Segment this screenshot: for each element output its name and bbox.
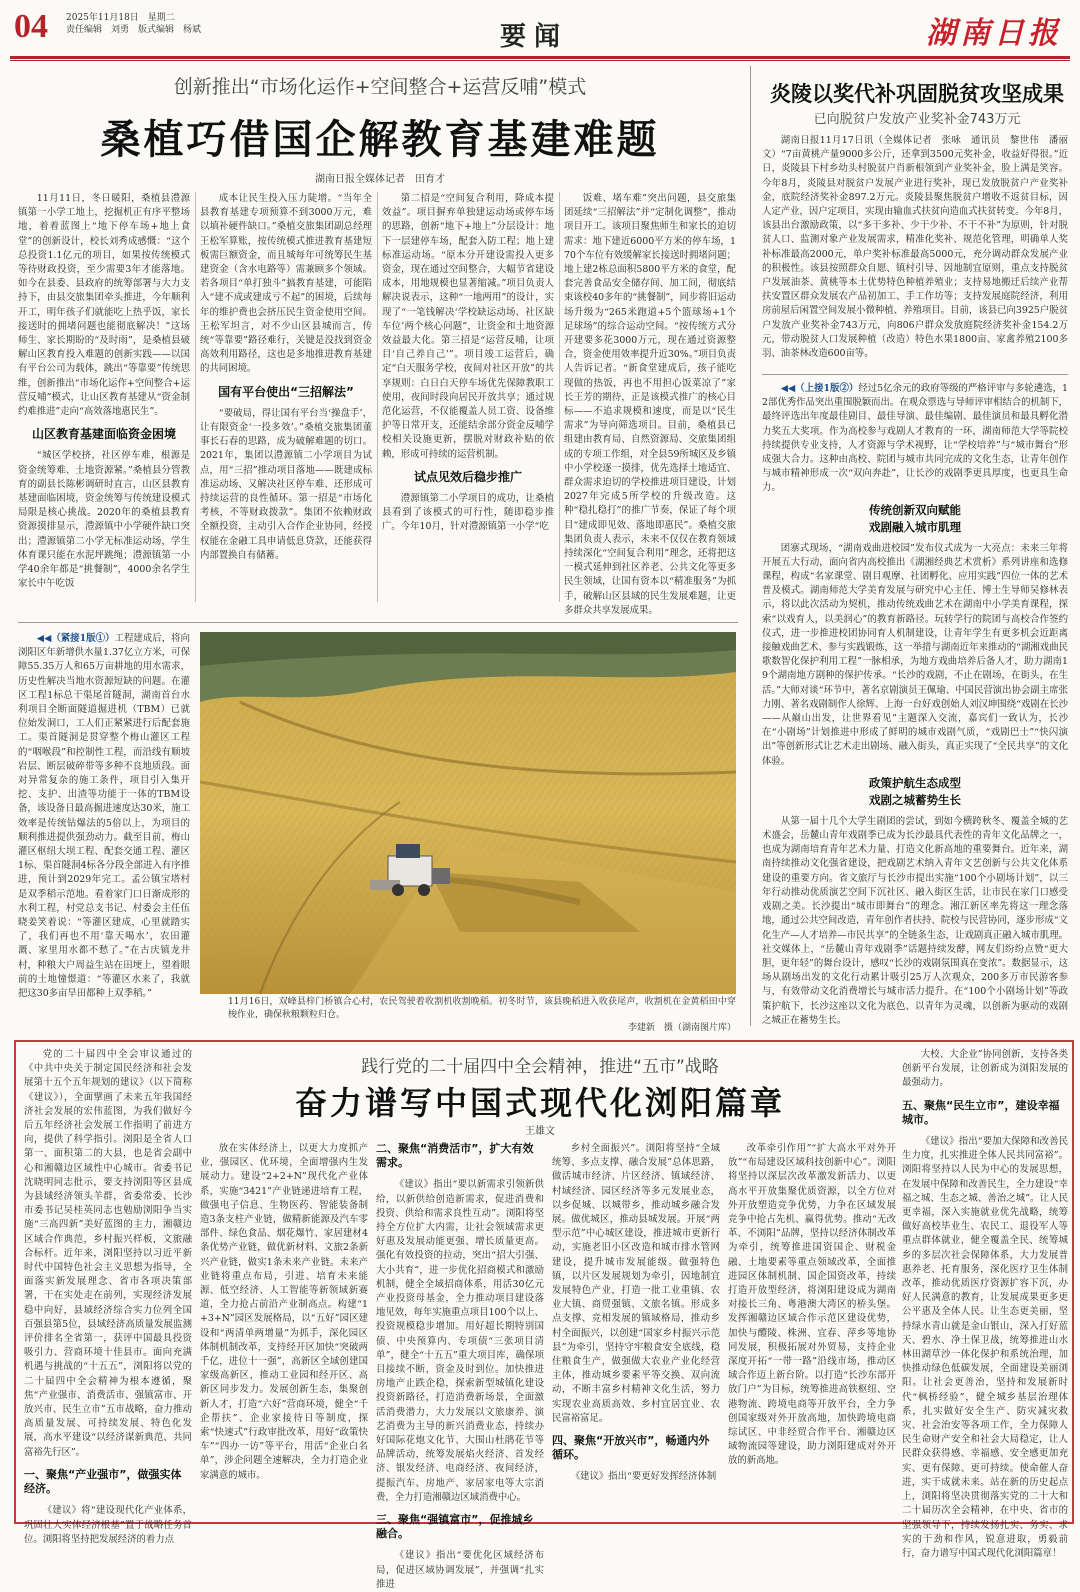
right-subheadline-1: 已向脱贫户发放产业奖补金743万元 <box>813 112 1021 127</box>
right-story-paragraph: 湖南日报11月17日讯（全媒体记者 张咏 通讯员 黎世伟 潘丽文）“7亩黄桃产量9000多公斤，还拿到3500元奖补金，收益好得很。”近日，炎陵县下村乡幼头村脱贫户肖新根领到产业奖补金，脸上满是笑容。今年8月，炎陵县对脱贫户发展产业进行奖补，现已发放脱贫户产业奖补金，底院经济奖补金897.2万元。炎陵县聚焦脱贫户增收不返贫目标，因人定产业，因户定项目，实现由输血式扶贫向造血式扶贫转变。今年8月，该县出台激励政策，以“多干多补、少干少补、不干不补”为原则，针对脱贫人口、监测对象产业发展需求，精准化奖补、规范化管理，明确单人奖补标准最高2000元，单户奖补标准最高5000元，充分调动群众发展产业的积极性。该县按照群众自愿、镇村引导、因地制宜原则，重点支持脱贫户发展油茶、黄桃等本土优势特色种植养殖业；支持易地搬迁后续产业帮扶安置区群众发展农产品初加工、手工作坊等；支持发展庭院经济，利用房前屋后闲置空间发展小微种植、养殖项目。目前，该县已向3925户脱贫户发放产业奖补金743万元，向806户群众发放庭院经济奖补金154.2万元，带动脱贫人口发展种植（改造）特色水果1800亩、家禽养殖2100多羽、油茶林改造600亩等。 <box>762 135 1068 360</box>
header-meta <box>66 12 201 36</box>
feature-paragraph: 乡村全面振兴”。浏阳将坚持“全域统筹、多点支撑、融合发展”总体思路，做活城市经济、片区经济、镇域经济、村域经济、园区经济等多元发展业态，以乡促城、以城带乡，推动城乡融合发展。做优城区，推动县城发展。开展“两型示范”中心城区建设，推进城市更新行动，实施老旧小区改造和城市排水管网建设，提升城市发展能级。做强特色镇，以片区发展规划为牵引，因地制宜发展特色产业，打造一批工业重镇、农业大镇、商贸强镇、文旅名镇。形成多点支撑、竞相发展的镇域格局，推动乡村全面振兴，以创建“国家乡村振兴示范县”为牵引，坚持守牢粮食安全底线，稳住粮食生产，做强做大农业产业化经营主体，推动城乡要素平等交换、双向流动，不断丰富乡村精神文化生活，努力实现农业高质高效、乡村宜居宜业、农民富裕富足。 <box>552 1143 720 1424</box>
section-divider <box>18 622 738 623</box>
photo-credit: 李建新 摄（湖南图片库） <box>627 1023 736 1033</box>
right-divider <box>762 374 1068 375</box>
section-title: 要闻 <box>500 22 569 52</box>
lead-paragraph: 成本让民生投入压力陡增。“当年全县教育基建专项预算不到3000万元，难以填补硬件缺口。”桑植交旅集团副总经理王松军算账，按传统模式推进教育基建短板需巨额资金，而且城每年可统筹民生基建资金（含水电路等）需兼顾多个领域。若各项目“单打独斗”搞教育基建，可能陷入“建不成或建成亏不起”的困境，后续每年的维护费也会挤压民生资金使用空间。王松军坦言，对不少山区县城而言，传统“等靠要”路径难行，关键是没找到资金高效利用路径，这也是多地推进教育基建的共同困境。 <box>200 193 372 375</box>
feature-column-3 <box>376 1142 544 1590</box>
feature-column-1 <box>24 1048 192 1545</box>
feature-subhead-4: 四、聚焦“开放兴市”，畅通内外循环。 <box>552 1434 710 1462</box>
feature-paragraph: 改革牵引作用”“扩大高水平对外开放”“布局建设区域科技创新中心”。浏阳将坚持以深层次改革激发新活力、以更高水平开放集聚优质资源，以全方位对外开放塑造竞争优势，力争在区域发展竞争中抢占先机、赢得优势。推动“无改革、不浏阳”品牌，坚持以经济体制改革为牵引，统筹推进国资国企、财税金融、土地要素等重点领域改革，全面推进园区体制机制、国企国资改革，持续打造开放型经济，将浏阳建设成为湖南对接长三角、粤港澳大湾区的桥头堡。发挥湘赣边区域合作示范区建设优势，加快与醴陵、株洲、宜春、萍乡等地协同发展，积极拓展对外贸易，支持企业深度开拓“一带一路”沿线市场，推动区域合作迈上新台阶。以打造“长沙东部开放门户”为目标，统筹推进高铁枢纽、空港物流、跨境电商等开放平台，全力争创国家级对外开放高地，加快跨境电商综试区、中非经贸合作平台、湘赣边区域物流园等建设，助力浏阳建成对外开放的新高地。 <box>728 1143 896 1467</box>
editors-line: 责任编辑 刘勇 版式编辑 杨斌 <box>66 25 202 35</box>
newspaper-logo: 湖南日报 <box>926 16 1062 51</box>
lead-column-1 <box>18 192 190 600</box>
right-subhead-2: 政策护航生态成型 戏剧之城蓄势生长 <box>869 775 961 807</box>
lead-headline: 桑植巧借国企解教育基建难题 <box>100 117 660 163</box>
lead-subhead-3: 试点见效后稳步推广 <box>413 469 522 484</box>
feature-column-2 <box>200 1142 368 1518</box>
feature-column-6 <box>902 1048 1068 1559</box>
lead-paragraph: “城区学校挤，社区停车难，根源是资金统筹难、土地资源紧。”桑植县分管教育的副县长陈彬调研时直言，山区县教育基建面临困境，资金统筹与传统建设模式局限是核心挑战。2020年的桑植县教育资源摸排显示，澧源镇中小学硬件缺口突出；澧源镇第二小学无标准运动场，学生体育课只能在水泥坪跳绳；澧源镇第一小学40余年都是“挑餐制”，4000余名学生家长中午吃饭 <box>18 450 190 590</box>
jump-marker-continued[interactable]: ◀◀（紧接1版①） <box>36 633 115 644</box>
feature-subhead-2: 二、聚焦“消费活市”，扩大有效需求。 <box>376 1142 534 1170</box>
right-headline-1: 炎陵以奖代补巩固脱贫攻坚成果 <box>770 82 1064 106</box>
column-divider <box>559 192 560 602</box>
lead-paragraph: “要破局，得让国有平台当‘操盘手’，让有限资金‘一投多效’。”桑植交旅集团董事长石春的思路，成为破解难题的切口。2021年，集团以澧源镇二小学项目为试点，用“三招”推动项目落地——既建成标准运动场、又解决社区停车难、还形成可持续运营的良性循环。第一招是“市场化考核，不等财政拨款”。集团不依赖财政全额投资，主动引入合作企业协同，经授权能在金融工具申请低息贷款，还能获得内部置换自有储蓄。 <box>200 407 372 561</box>
lead-paragraph: 11月11日，冬日暖阳，桑植县澧源镇第一小学工地上，挖掘机正有序平整场地，着着蓝图上“地下停车场+地上食堂”的创新设计，校长刘秀成感慨：“这个总投资1.1亿元的项目，如果按传统模式等待财政投资，至少需要3年才能落地。如今在县委、县政府的统筹部署与大力支持下，由县交旅集团牵头推进，今年顺利开工，明年孩子们就能吃上热乎饭，家长接送时的拥堵问题也能彻底解决！”这场师生、家长期盼的“及时雨”，是桑植县破解山区教育投入难题的创新实践——以国有平台公司为载体，跳出“等靠要”传统思维，创新推出“市场化运作+空间整合+运营反哺”模式，让山区教育基建从“资金制约难推进”走向“高效落地惠民生”。 <box>18 193 190 418</box>
lead-subhead-1: 山区教育基建面临资金困境 <box>31 427 176 442</box>
lead-column-4 <box>564 192 736 616</box>
lead-paragraph: 饭难、堵车难”突出问题，县交旅集团延续“三招解法”并“定制化调整”，推动项目开工。该项目聚焦师生和家长的迫切需求：地下建近6000平方米的停车场，170个车位有效缓解家长接送时拥堵问题；地上建2栋总面积5800平方米的食堂，配套完善食品安全储存间、加工间，彻底结束该校40多年的“挑餐制”，同步将旧运动场升级为“265米跑道+5个篮球场+1个足球场”的综合运动空间。“按传统方式分开建要多花3000万元，现在通过资源整合，资金使用效率提升近30%。”项目负责人告诉记者。“新食堂建成后，孩子能吃现做的热饭，再也不用担心饭菜凉了”家长王芳的期待，正是该模式推广的核心目标——不追求规模和速度，而是以“民生需求”为导向筛选项目。目前，桑植县已组建由教育局、自然资源局、交旅集团组成的专项工作组，对全县59所城区及乡镇中小学校逐一摸排，优先选择土地适宜、群众需求迫切的学校推进项目建设，计划2027年完成5所学校的升级改造。这种“稳扎稳打”的推广节奏，保证了每个项目“建成即见效、落地即惠民”。桑植交旅集团负责人表示，未来不仅仅在教育领域持续深化“空间复合利用”理念，还将把这一模式延伸到社区养老、公共文化等更多民生领域，让国有资本以“精准服务”为抓手，破解山区县域的民生发展难题，让更多群众共享发展成果。 <box>564 193 736 616</box>
lead-column-3 <box>382 192 554 600</box>
lead-column-2 <box>200 192 372 600</box>
photo-caption-text: 11月16日，双峰县梓门桥镇合心村，农民驾驶着收割机收割晚稻。初冬时节，该县晚稻进入收获尾声，收割机在金黄稻田中穿梭作业，确保秋粮颗粒归仓。 <box>228 997 736 1020</box>
photo-caption <box>228 996 736 1035</box>
lead-paragraph: 第二招是“空间复合利用，降成本提效益”。项目摒弃单独建运动场或停车场的思路，创新“地下+地上”分层设计：地下一层建停车场，配套入防工程；地上建标准运动场。“原本分开建设需投入更多资金，现在通过空间整合，大幅节省建设成本，用地规模也显著缩减。”项目负责人解决说表示，这种“一地两用”的设计，实现了“一笔钱解决‘学校缺运动场、社区缺车位’两个核心问题”，让资金和土地资源效益最大化。第三招是“运营反哺，让项目‘自己养自己’”。项目竣工运营后，确定“白天服务学校，夜间对社区开放”的共享规则：白日白天停车场优先保障教职工使用，夜间时段向居民开放共享；通过规范化运营，不仅能覆盖人员工资、设备维护等日常开支，还能结余部分资金反哺学校相关设施更新，摆脱对财政补贴的依赖，形成可持续的运营机制。 <box>382 193 554 460</box>
feature-column-5 <box>728 1142 896 1518</box>
header-rule <box>10 56 1070 59</box>
right-story-paragraph: 团寨式现场，“湖南戏曲进校园”发布仪式成为一大亮点：未来三年将开展五大行动，面向省内高校推出《湖湘经典艺术赏析》系列讲座和选修课程，构成“名家课堂、剧目观摩、社团孵化、应用实践”四位一体的艺术普及模式。湖南师范大学美育发展与研究中心主任、博士生导师吴修林表示，将以此次活动为契机，推动传统戏曲艺术在湖南中小学美育课程，探索“以戏育人，以美润心”的教育新路径。玩转学行的院团与高校合作签约仪式，进一步推进校团协同育人机制建设，让青年学生有更多机会近距离接触戏曲艺术、参与实践锻炼，这一举措与湖南近年来推动的“湖湘戏曲民歌数智化保护利用工程”一脉相承，为地方戏曲培养后备人才，助力湖南19个湖南地方剧种的保护传承。“长沙的戏剧，不止在剧场，在街头，在生活。”大师对谈“环节中，著名京剧演员王佩瑜、中国民营演出协会副主席张力刚、著名戏剧制作人徐辉、上海一台好戏创始人刘汉坤围绕“戏剧在长沙——从巅山出发，让世界看见”主题深入交流，嘉宾们一致认为，长沙在“小剧场”计划推进中形成了鲜明的城市戏剧气质，“戏剧巴士”“快闪演出”等创新形式让艺术走出剧场、融入街头，真正实现了“全民共享”的文化体验。 <box>762 542 1068 767</box>
feature-paragraph: 《建议》指出“要加大保障和改善民生力度，扎实推进全体人民共同富裕”。浏阳将坚持以人民为中心的发展思想，在发展中保障和改善民生，全力建设“幸福之城、生态之城、善治之城”。让人民更幸福，深入实施就业优先战略，统筹做好高校毕业生、农民工、退役军人等重点群体就业，健全覆盖全民、统筹城乡的多层次社会保障体系，大力发展普惠养老、托育服务，深化医疗卫生体制改革，推动优质医疗资源扩容下沉，办好人民满意的教育，让发展成果更多更公平惠及全体人民。让生态更美丽，坚持绿水青山就是金山银山，深入打好蓝天、碧水、净土保卫战，统筹推进山水林田湖草沙一体化保护和系统治理，加快推动绿色低碳发展，全面建设美丽浏阳。让社会更善治，坚持和发展新时代“枫桥经验”，健全城乡基层治理体系，扎实做好安全生产、防灾减灾救灾、社会治安等各项工作，全力保障人民生命财产安全和社会大局稳定，让人民群众获得感、幸福感、安全感更加充实、更有保障、更可持续。使命催人奋进，实干成就未来。站在新的历史起点上，浏阳将坚决贯彻落实党的二十大和二十届历次全会精神，在中央、省市的坚强领导下，持续发扬扎实、务实、求实的干劲和作风，锐意进取，勇毅前行，奋力谱写中国式现代化浏阳篇章！ <box>902 1136 1068 1559</box>
feature-subhead-5: 五、聚焦“民生立市”，建设幸福城市。 <box>902 1098 1060 1126</box>
jump-marker-continued[interactable]: ◀◀（上接1版②） <box>780 383 859 394</box>
right-subhead-1: 传统创新双向赋能 戏剧融入城市肌理 <box>869 502 961 534</box>
feature-paragraph: 《建议》指出“要优化区域经济布局，促进区域协调发展”，并强调“扎实推进 <box>376 1550 544 1590</box>
feature-subhead-3: 三、聚焦“强镇富市”，促推城乡融合。 <box>376 1513 534 1541</box>
right-story-1-body <box>762 134 1068 368</box>
right-story-paragraph: 经过5亿余元的政府等级的严格评审与多轮遴选，12部优秀作品突出重围脱颖而出。在观众票选与导师评审相结合的机制下，最终评选出年度最佳剧目、最佳导演、最佳编剧、最佳演员和最具孵化潜力奖五大奖项。作为高校参与戏剧人才教育的一环，湖南师范大学等院校持续提供专业支持，人才资源与学术视野，让“学校培养”与“城市舞台”形成强大合力。这种由高校、院团与城市共同完成的文化生态，让青年创作与城市精神形成一次“双向奔赴”，让长沙的戏剧季更具厚度，也更具生命力。 <box>762 383 1068 494</box>
lead-paragraph: 澧源镇第二小学项目的成功，让桑植县看到了该模式的可行性，随即稳步推广。今年10月，针对澧源镇第一小学“吃 <box>382 493 554 533</box>
column-divider <box>195 192 196 602</box>
feature-kicker: 践行党的二十届四中全会精神，推进“五市”战略 <box>361 1057 719 1077</box>
continued-paragraph: 工程建成后，将向浏阳区年新增供水量1.37亿立方米，可保障55.35万人和65万亩耕地的用水需求，历史性解决当地水资源短缺的问题。在灌区工程1标总干渠尾首隧洞，湖南首台水利项目全断面隧道掘进机（TBM）已就位始发洞口，工人们正紧紧进行后配套施工。渠首隧洞是贯穿整个梅山灌区工程的“咽喉段”和控制性工程，而沿线有顺坡岩层、断层破碎带等多种不良地质段。面对异常复杂的施工条件，项目引入集开挖、支护、出渣等功能于一体的TBM设备，该设备日最高掘进速度达30米，施工效率是传统钻爆法的5倍以上，为项目的顺利推进提供强劲动力。截至目前，梅山灌区枢纽大坝工程、配套交通工程、灌区1标、渠首隧洞4标各分段全部进入有序推进，预计到2029年完工。孟公镇宝塔村是双季稻示范地。看着家门口日渐成形的水利工程，村党总支书记、村委会主任伍晓姜笑着说：“等灌区建成，心里就踏实了，我们再也不用‘靠天喝水’，农田灌溉、家里用水都不愁了。”在古庆镇龙井村，种粮大户周益生站在田埂上，望着眼前的土地憧憬道：“等灌区水来了，我就把这30多亩旱田都种上双季稻。” <box>18 633 190 1000</box>
lead-byline: 湖南日报全媒体记者 田育才 <box>315 174 445 185</box>
feature-paragraph: 《建议》指出“要更好发挥经济体制 <box>570 1471 717 1483</box>
lead-kicker: 创新推出“市场化运作+空间整合+运营反哺”模式 <box>173 76 587 98</box>
right-rail-divider <box>750 66 751 1026</box>
feature-column-4 <box>552 1142 720 1518</box>
feature-paragraph: 大校、大企业”协同创新，支持各类创新平台发展，让创新成为浏阳发展的最强动力。 <box>902 1049 1068 1089</box>
right-story-2-body <box>762 382 1068 1026</box>
feature-headline: 奋力谱写中国式现代化浏阳篇章 <box>294 1084 785 1122</box>
feature-subhead-1: 一、聚焦“产业强市”，做强实体经济。 <box>24 1467 182 1496</box>
issue-date: 2025年11月18日 星期二 <box>66 13 175 23</box>
feature-paragraph: 放在实体经济上，以更大力度抓产业，强园区、优环境，全面增强内生发展动力。建设“2+2+N”现代化产业体系，实施“3421”产业链递进培育工程，做强电子信息、生物医药、智能装备制造3条支柱产业链，做精新能源及汽车零部件、绿色食品、烟花爆竹、家居建材4条优势产业链，做优新材料、文旅2条新兴产业链，做实1条未来产业链。未来产业链将重点布局，引进、培育未来能源、低空经济、人工智能等新领域新赛道，全力抢占前沿产业制高点。构建“1+3+N”园区发展格局，以“五好”园区建设和“两清单两增量”为抓手，深化园区体制机制改革，支持经开区加快“突破两千亿，进位十一强”，高新区全域创建国家级高新区，推动工业园和经开区、高新区同步发力。发展创新生态，集聚创新人才，打造“六好”营商环境，健全“千企帮扶”、企业家接待日等制度，探索“快速式”行政审批改革，用好“政策快车”“四办一访”等平台，用活“企业白名单”，涉企问题全速解决，全力打造企业家满意的城市。 <box>200 1143 368 1481</box>
column-divider <box>377 192 378 602</box>
header-rule-thin <box>10 60 1070 61</box>
lead-subhead-2: 国有平台使出“三招解法” <box>218 384 354 399</box>
feature-paragraph: 党的二十届四中全会审议通过的《中共中央关于制定国民经济和社会发展第十五个五年规划的建议》（以下简称《建议》），全面擘画了未来五年我国经济社会发展的宏伟蓝图，为我们做好今后五年经济社会发展工作指明了前进方向，提供了科学指引。浏阳是全省人口第一、面积第二的大县，也是省会副中心和湘赣边区域性中心城市。省委书记沈晓明同志批示，要支持浏阳等区县成为县域经济领头羊群，省委常委、长沙市委书记吴桂英同志也勉励浏阳争当实施“三高四新”美好蓝图的主力，湘赣边区域合作典范，乡村振兴样板，文旅融合标杆。近年来，浏阳坚持以习近平新时代中国特色社会主义思想为指导，全面落实新发展理念、省市各项决策部署，干在实处走在前列，实现经济发展稳中向好，县域经济综合实力位列全国百强县第5位，县域经济高质量发展监测评价排名全省第一，获评中国最具投资吸引力、营商环境十佳县市。面向充满机遇与挑战的“十五五”，浏阳将以党的二十届四中全会精神为根本遵循，聚焦“产业强市、消费活市、强镇富市、开放兴市、民生立市”五市战略，奋力推动高质量发展、可持续发展、特色化发展，高水平建设“以经济谋新典范、共同富裕先行区”。 <box>24 1049 192 1458</box>
page-number: 04 <box>14 8 48 45</box>
feature-paragraph: 《建议》将“建设现代化产业体系，巩固壮大实体经济根基”置于战略任务首位。浏阳将坚持把发展经济的着力点 <box>24 1505 192 1545</box>
continued-story-body <box>18 632 190 1026</box>
harvest-photo <box>200 632 736 994</box>
feature-paragraph: 《建议》指出“要以新需求引领新供给，以新供给创造新需求，促进消费和投资、供给和需求良性互动”。浏阳将坚持全方位扩大内需，让社会领域需求更好惠及发展动能更强、增长质量更高。强化有效投资的拉动，突出“招大引强、大小共育”，进一步优化招商模式和激励机制，健全全域招商体系，用活30亿元产业投资母基金，全力推动项目建设落地见效，每年实施重点项目100个以上、投资规模稳步增加。用好超长期特别国债、中央预算内、专项债“三张项目清单”，健全“十五五”重大项目库，确保项目接续不断，资金及时到位。加快推进房地产止跌企稳，探索新型城镇化建设投资新路径，打造消费新场景，全面激活消费潜力，大力发展以文旅康养、演艺消费为主导的新兴消费业态，持续办好国际花炮文化节、大围山杜鹃花节等品牌活动，统筹发展焰火经济、首发经济、银发经济、电商经济、夜间经济，提振汽车、房地产、家居家电等大宗消费，全力打造湘赣边区域消费中心。 <box>376 1179 544 1503</box>
feature-byline: 王雄文 <box>525 1126 555 1137</box>
right-story-paragraph: 从第一届十几个大学生剧团的尝试，到如今横跨秋冬、覆盖全城的艺术盛会，岳麓山青年戏剧季已成为长沙最具代表性的青年文化品牌之一，也成为湖南培育青年艺术力量、打造文化新高地的重要舞台。近年来，湖南持续推动文化强省建设，把戏剧艺术纳入青年文艺创新与公共文化体系建设的重要方向。省文旅厅与长沙市提出实施“100个小剧场计划”，以三年行动推动优质演艺空间下沉社区、融入街区生活，让市民在家门口感受戏剧之美。长沙提出“城市即舞台”的理念。湘江新区率先将这一理念落地，通过公共空间改造，青年创作者扶持、院校与民营协同，逐步形成“文化生产—人才培养—市民共享”的全链条生态，让戏剧真正融入城市肌理。社交媒体上，“岳麓山青年戏剧季”话题持续发酵，网友们纷纷点赞“更大胆，更年轻”的舞台设计，感叹“长沙的戏剧氛围真在变浓”。数据显示，这场从剧场出发的文化行动累计吸引25万人次观众，200多万市民游客参与，有效带动文化消费增长与城市活力提升。在“100个小剧场计划”等政策护航下，长沙这座以文化为底色、以青年为灵魂，以创新为驱动的戏剧之城正在蓄势生长。 <box>762 815 1068 1026</box>
